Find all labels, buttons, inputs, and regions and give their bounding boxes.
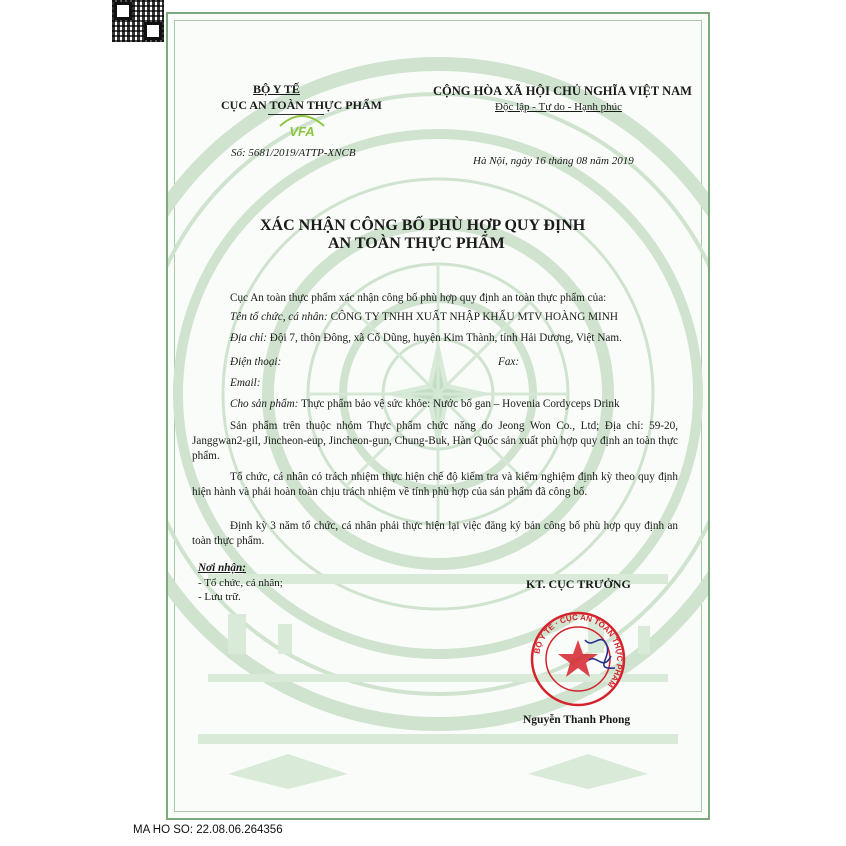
product-label: Cho sản phẩm:: [230, 398, 299, 410]
signature-scribble: [585, 640, 615, 669]
recipient-item: - Tổ chức, cá nhân;: [198, 577, 283, 589]
manufacturer-paragraph: Sản phẩm trên thuộc nhóm Thực phẩm chức năng do Jeong Won Co., Ltd; Địa chỉ: 59-20, Janggwan2-gil, Jincheon-eup, Jincheon-gun, Chung-Buk, Hàn Quốc sản xuất phù hợp quy định an toàn thực phẩm.: [192, 420, 678, 462]
official-red-seal: [523, 610, 633, 708]
qr-code: [112, 0, 164, 42]
organization-value: CÔNG TY TNHH XUẤT NHẬP KHẨU MTV HOÀNG MINH: [327, 311, 618, 323]
product-line: [230, 398, 620, 410]
signatory-name: Nguyễn Thanh Phong: [523, 714, 631, 726]
recipient-item: - Lưu trữ.: [198, 591, 241, 603]
recipients-label: Nơi nhận:: [198, 562, 246, 574]
ministry-name: BỘ Y TẾ: [253, 82, 300, 96]
organization-label: Tên tổ chức, cá nhân:: [230, 311, 328, 323]
organization-line: [230, 311, 618, 323]
department-name: CỤC AN TOÀN THỰC PHẨM: [221, 98, 382, 112]
signatory-title: KT. CỤC TRƯỞNG: [526, 577, 631, 591]
address-value: Đội 7, thôn Đông, xã Cổ Dũng, huyện Kim Thành, tỉnh Hải Dương, Việt Nam.: [266, 332, 622, 344]
vfa-logo: [278, 112, 326, 140]
issue-date: Hà Nội, ngày 16 tháng 08 năm 2019: [473, 155, 634, 167]
document-title-line1: XÁC NHẬN CÔNG BỐ PHÙ HỢP QUY ĐỊNH: [260, 217, 586, 234]
seal-text: BỘ Y TẾ · CỤC AN TOÀN THỰC PHẨM: [532, 612, 625, 690]
address-line: [230, 332, 622, 344]
phone-label: Điện thoại:: [230, 356, 282, 368]
document-title-line2: AN TOÀN THỰC PHẨM: [328, 235, 505, 252]
fax-label: Fax:: [498, 356, 520, 368]
address-label: Địa chỉ:: [230, 332, 267, 344]
responsibility-paragraph: Tổ chức, cá nhân có trách nhiệm thực hiện chế độ kiểm tra và kiểm nghiệm định kỳ theo quy định hiện hành và phải hoàn toàn chịu trách nhiệm về tính phù hợp của sản phẩm đã công bố.: [192, 471, 678, 498]
country-name: CỘNG HÒA XÃ HỘI CHỦ NGHĨA VIỆT NAM: [433, 84, 692, 98]
product-value: Thực phẩm bảo vệ sức khỏe: Nước bổ gan – Hovenia Cordyceps Drink: [298, 398, 620, 410]
certificate-document: [166, 12, 710, 820]
national-motto: Độc lập - Tự do - Hạnh phúc: [495, 101, 623, 113]
document-number: Số: 5681/2019/ATTP-XNCB: [231, 147, 356, 159]
email-label: Email:: [230, 377, 261, 389]
renewal-paragraph: Định kỳ 3 năm tổ chức, cá nhân phải thực hiện lại việc đăng ký bản công bố phù hợp quy định an toàn thực phẩm.: [192, 520, 678, 547]
vfa-logo-text: VFA: [289, 124, 315, 139]
intro-text: Cục An toàn thực phẩm xác nhận công bố phù hợp quy định an toàn thực phẩm của:: [230, 292, 607, 304]
dossier-code: MA HO SO: 22.08.06.264356: [133, 824, 283, 836]
